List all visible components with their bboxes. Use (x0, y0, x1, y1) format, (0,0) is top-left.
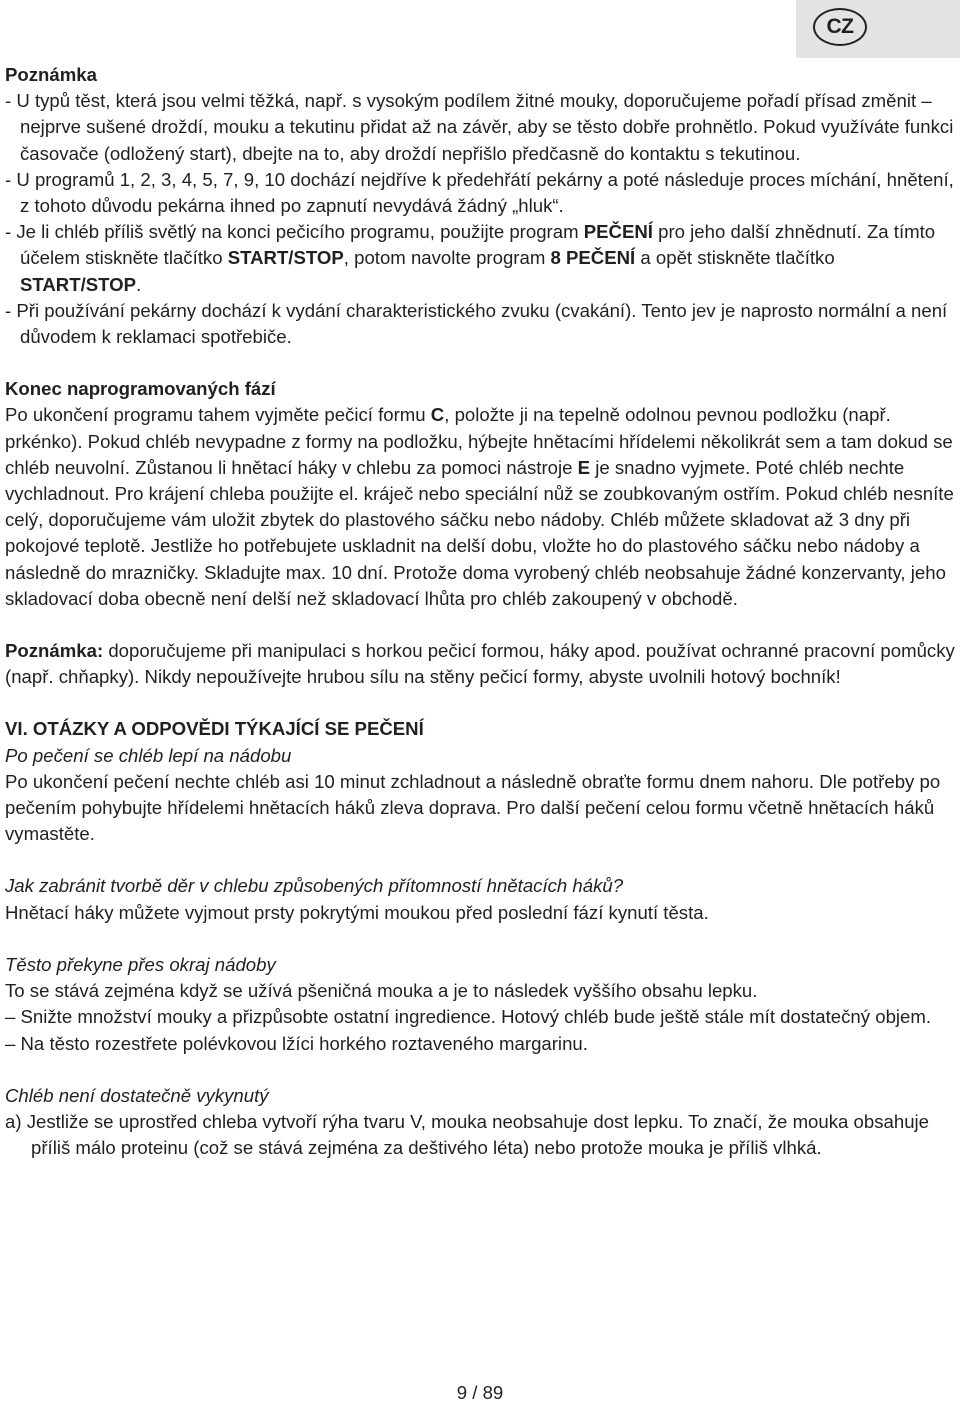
faq-question: Po pečení se chléb lepí na nádobu (5, 744, 292, 766)
faq-question: Chléb není dostatečně vykynutý (5, 1084, 269, 1106)
note-item: - U typů těst, která jsou velmi těžká, např. s vysokým podílem žitné mouky, doporučujeme pořadí přísad změnit – nejprve sušené droždí, mouku a tekutinu přidat až na závěr, aby se těsto dobře prohnětlo. Pokud využíváte funkci časovače (odložený start), dbejte na to, aby droždí nepřišlo předčasně do kontaktu s tekutinou. (5, 90, 954, 164)
language-code: CZ (813, 8, 867, 46)
section-heading: Konec naprogramovaných fází (5, 378, 276, 400)
note-item: - U programů 1, 2, 3, 4, 5, 7, 9, 10 dochází nejdříve k předehřátí pekárny a poté následuje proces míchání, hnětení, z tohoto důvodu pekárna ihned po zapnutí nevydává žádný „hluk“. (5, 168, 954, 217)
note-heading: Poznámka (5, 64, 97, 85)
faq-answer: To se stává zejména když se užívá pšeničná mouka a je to následek vyššího obsahu lepku. (5, 980, 758, 1002)
handling-note: Poznámka: doporučujeme při manipulaci s horkou pečicí formou, háky apod. používat ochranné pracovní pomůcky (např. chňapky). Nikdy nepoužívejte hrubou sílu na stěny pečicí formy, abyste uvolnili hotový bochník! (5, 640, 955, 688)
page-number: 9 / 89 (456, 1382, 504, 1403)
note-item: - Při používání pekárny dochází k vydání charakteristického zvuku (cvakání). Tento jev je naprosto normální a není důvodem k reklamaci spotřebiče. (5, 299, 948, 348)
faq-answer: Po ukončení pečení nechte chléb asi 10 minut zchladnout a následně obraťte formu dnem nahoru. Dle potřeby po pečením pohybujte hřídelemi hnětacích háků zleva doprava. Pro další pečení celou formu včetně hnětacích háků vymastěte. (5, 770, 941, 845)
language-badge (796, 0, 960, 58)
faq-item: – Snižte množství mouky a přizpůsobte ostatní ingredience. Hotový chléb bude ještě stále mít dostatečný objem. (5, 1006, 932, 1028)
page-content (5, 62, 955, 1161)
faq-item: a) Jestliže se uprostřed chleba vytvoří rýha tvaru V, mouka neobsahuje dost lepku. To značí, že mouka obsahuje příliš málo proteinu (což se stává zejména za deštivého léta) nebo protože mouka je příliš vlhká. (5, 1110, 930, 1159)
faq-answer: Hnětací háky můžete vyjmout prsty pokrytými moukou před poslední fází kynutí těsta. (5, 901, 709, 923)
faq-question: Těsto překyne přes okraj nádoby (5, 953, 276, 975)
faq-question: Jak zabránit tvorbě děr v chlebu způsobených přítomností hnětacích háků? (5, 875, 624, 897)
faq-heading: VI. OTÁZKY A ODPOVĚDI TÝKAJÍCÍ SE PEČENÍ (5, 718, 424, 740)
note-item: - Je li chléb příliš světlý na konci pečicího programu, použijte program PEČENÍ pro jeho další zhnědnutí. Za tímto účelem stiskněte tlačítko START/STOP, potom navolte program 8 PEČENÍ a opět stiskněte tlačítko START/STOP. (5, 221, 936, 295)
faq-item: – Na těsto rozestřete polévkovou lžíci horkého roztaveného margarinu. (5, 1032, 588, 1054)
section-body: Po ukončení programu tahem vyjměte pečicí formu C, položte ji na tepelně odolnou pevnou podložku (např. prkénko). Pokud chléb nevypadne z formy na podložku, hýbejte hnětacími hřídelemi několikrát sem a tam dokud se chléb neuvolní. Zůstanou li hnětací háky v chlebu za pomoci nástroje E je snadno vyjmete. Poté chléb nechte vychladnout. Pro krájení chleba použijte el. kráječ nebo speciální nůž se zoubkovaným ostřím. Pokud chléb nesníte celý, doporučujeme vám uložit zbytek do plastového sáčku nebo nádoby. Chléb můžete skladovat až 3 dny při pokojové teplotě. Jestliže ho potřebujete uskladnit na delší dobu, vložte ho do plastového sáčku nebo nádoby a následně do mrazničky. Skladujte max. 10 dní. Protože doma vyrobený chléb neobsahuje žádné konzervanty, jeho skladovací doba obecně není delší než skladovací lhůta pro chléb zakoupený v obchodě. (5, 404, 954, 609)
